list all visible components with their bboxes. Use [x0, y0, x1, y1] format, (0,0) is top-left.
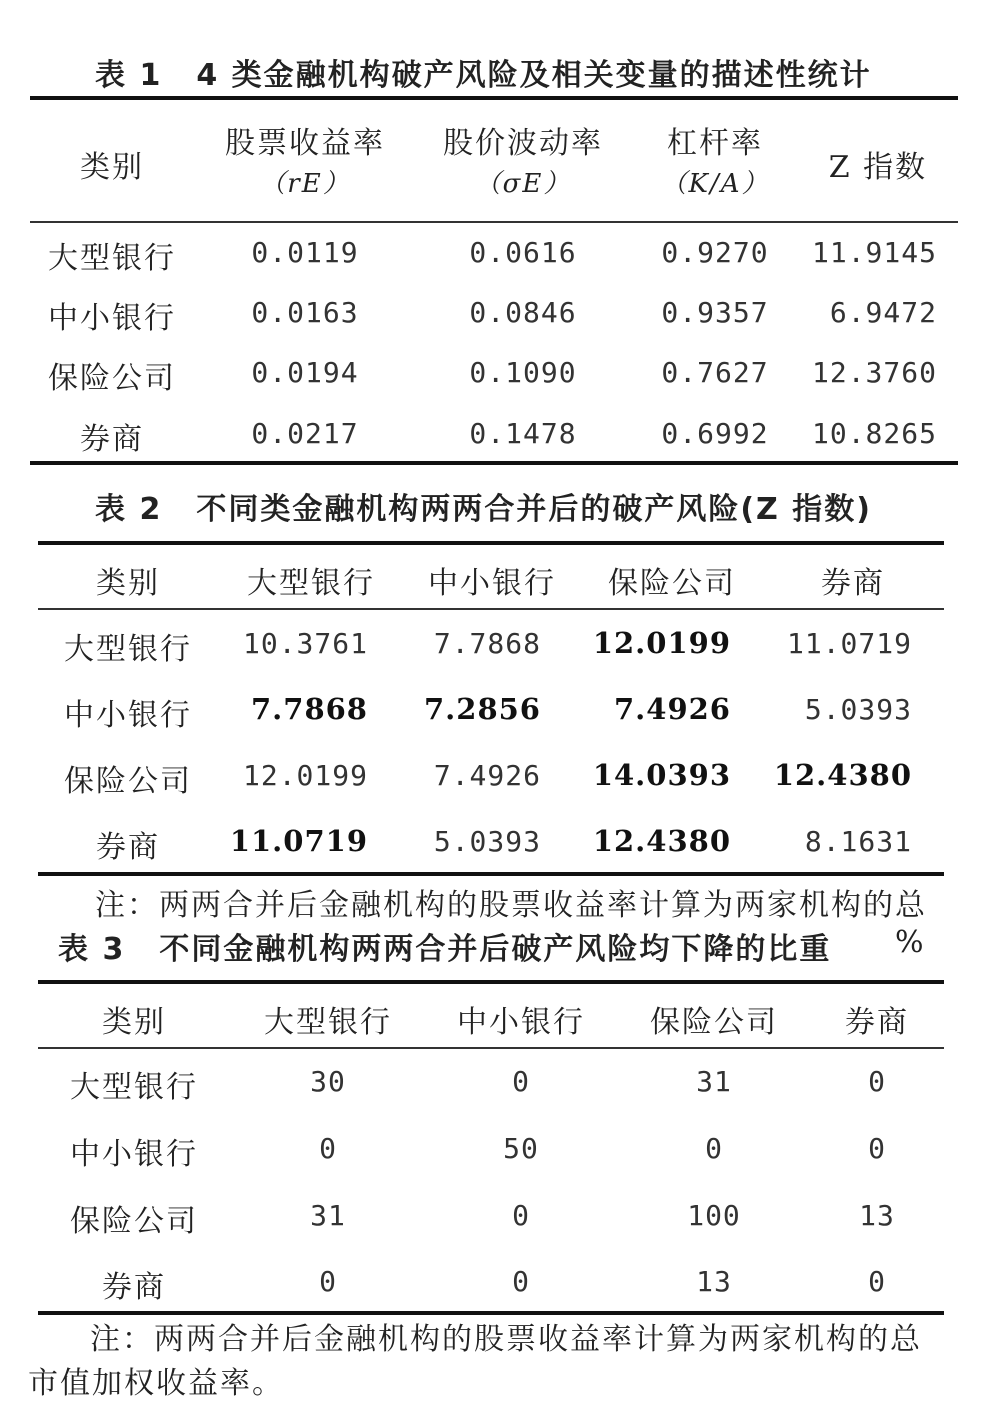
table3-cell: 30: [310, 1065, 346, 1098]
table1-header-volatility: 股价波动率: [443, 126, 603, 161]
table1-header-zindex: Z 指数: [828, 150, 928, 185]
table3-cell: 0: [868, 1265, 886, 1298]
table2-cell-bold: 12.4380: [592, 824, 731, 858]
table3-row-label: 保险公司: [70, 1204, 198, 1239]
table2-cell: 11.0719: [786, 627, 912, 660]
table1-top-rule: [30, 96, 958, 100]
table1-cell: 0.7627: [661, 356, 769, 389]
table2-header-category: 类别: [96, 566, 160, 601]
table1-caption: [95, 50, 872, 94]
table2-clipped-note-text: 注：两两合并后金融机构的股票收益率计算为两家机构的总: [95, 888, 927, 923]
table1-cell: 0.0217: [251, 417, 359, 450]
table3-note-line1: 注：两两合并后金融机构的股票收益率计算为两家机构的总: [90, 1322, 922, 1357]
table2-caption: [95, 484, 872, 528]
table2-caption-number: 表 2: [95, 492, 163, 527]
table3-row-label: 券商: [102, 1270, 166, 1305]
table3-cell: 0: [868, 1132, 886, 1165]
table3-cell: 100: [687, 1199, 741, 1232]
table1-cell: 0.1090: [469, 356, 577, 389]
table3-header-rule: [38, 1047, 944, 1049]
table3-unit: %: [895, 925, 926, 960]
table2-cell-bold: 12.0199: [592, 626, 731, 660]
table2-caption-text: 不同类金融机构两两合并后的破产风险(Z 指数): [196, 492, 872, 527]
table3-row-label: 大型银行: [70, 1070, 198, 1105]
table3-caption-number: 表 3: [58, 932, 126, 967]
table3-cell: 0: [705, 1132, 723, 1165]
table3-caption: [58, 924, 831, 968]
table3-cell: 0: [319, 1132, 337, 1165]
table1-header-return: 股票收益率: [225, 126, 385, 161]
table1-cell: 0.9357: [661, 296, 769, 329]
table3-row-label: 中小银行: [70, 1137, 198, 1172]
table1-cell: 6.9472: [829, 296, 937, 329]
table1-cell: 11.9145: [811, 236, 937, 269]
table2-cell: 12.0199: [242, 759, 368, 792]
table3-cell: 13: [696, 1265, 732, 1298]
table2-header-insurance: 保险公司: [608, 566, 736, 601]
table3-note-line2: 市值加权收益率。: [28, 1366, 284, 1401]
table2-header-rule: [38, 608, 944, 610]
table2-top-rule: [38, 541, 944, 545]
table3-caption-text: 不同金融机构两两合并后破产风险均下降的比重: [159, 932, 832, 967]
table3-top-rule: [38, 980, 944, 984]
table2-clipped-note: [95, 878, 965, 923]
table2-header-small-bank: 中小银行: [428, 566, 556, 601]
table2-cell: 5.0393: [804, 693, 912, 726]
table2-cell: 8.1631: [804, 825, 912, 858]
table2-cell: 5.0393: [433, 825, 541, 858]
table3-cell: 13: [859, 1199, 895, 1232]
table2-cell: 7.4926: [433, 759, 541, 792]
table2-cell-bold: 7.4926: [614, 692, 731, 726]
table3-cell: 0: [512, 1199, 530, 1232]
table3-cell: 0: [319, 1265, 337, 1298]
table1-row-label: 大型银行: [48, 241, 176, 276]
table1-caption-number: 表 1: [95, 58, 163, 93]
table2-cell-bold: 14.0393: [592, 758, 731, 792]
table1-header-return-symbol: （rE）: [259, 169, 351, 199]
table2-cell-bold: 12.4380: [773, 758, 912, 792]
table1-caption-text: 4 类金融机构破产风险及相关变量的描述性统计: [196, 58, 872, 93]
table2-header-broker: 券商: [821, 566, 885, 601]
table1-header-volatility-symbol: （σE）: [474, 169, 572, 199]
table3-header-insurance: 保险公司: [650, 1005, 778, 1040]
table1-header-leverage: 杠杆率: [667, 126, 763, 161]
table1-cell: 0.0616: [469, 236, 577, 269]
table3-cell: 0: [868, 1065, 886, 1098]
table1-header-category: 类别: [80, 150, 144, 185]
table1-cell: 0.0163: [251, 296, 359, 329]
table2-bottom-rule: [38, 872, 944, 876]
table2-cell: 10.3761: [242, 627, 368, 660]
table1-cell: 0.0119: [251, 236, 359, 269]
table2-cell: 7.7868: [433, 627, 541, 660]
table3-cell: 50: [503, 1132, 539, 1165]
table3-header-large-bank: 大型银行: [264, 1005, 392, 1040]
table3-cell: 31: [310, 1199, 346, 1232]
table3-header-category: 类别: [102, 1005, 166, 1040]
table2-cell-bold: 11.0719: [229, 824, 368, 858]
table2-cell-bold: 7.2856: [424, 692, 541, 726]
table2-header-large-bank: 大型银行: [247, 566, 375, 601]
table3-cell: 0: [512, 1265, 530, 1298]
table3-header-small-bank: 中小银行: [457, 1005, 585, 1040]
table1-cell: 12.3760: [811, 356, 937, 389]
table3-bottom-rule: [38, 1311, 944, 1315]
table1-cell: 0.0194: [251, 356, 359, 389]
table1-header-leverage-symbol: （K/A）: [660, 169, 770, 199]
table1-header-rule: [30, 221, 958, 223]
table3-header-broker: 券商: [845, 1005, 909, 1040]
table1-cell: 0.9270: [661, 236, 769, 269]
table1-bottom-rule: [30, 461, 958, 465]
table1-row-label: 券商: [80, 422, 144, 457]
table2-row-label: 中小银行: [64, 698, 192, 733]
table3-note: [28, 1318, 968, 1406]
table3-cell: 0: [512, 1065, 530, 1098]
table1-row-label: 保险公司: [48, 361, 176, 396]
table2-row-label: 券商: [96, 830, 160, 865]
table1-cell: 10.8265: [811, 417, 937, 450]
table1-cell: 0.1478: [469, 417, 577, 450]
table1-row-label: 中小银行: [48, 301, 176, 336]
table1-cell: 0.0846: [469, 296, 577, 329]
table1-cell: 0.6992: [661, 417, 769, 450]
table2-row-label: 大型银行: [64, 632, 192, 667]
table2-row-label: 保险公司: [64, 764, 192, 799]
table2-cell-bold: 7.7868: [251, 692, 368, 726]
table3-cell: 31: [696, 1065, 732, 1098]
